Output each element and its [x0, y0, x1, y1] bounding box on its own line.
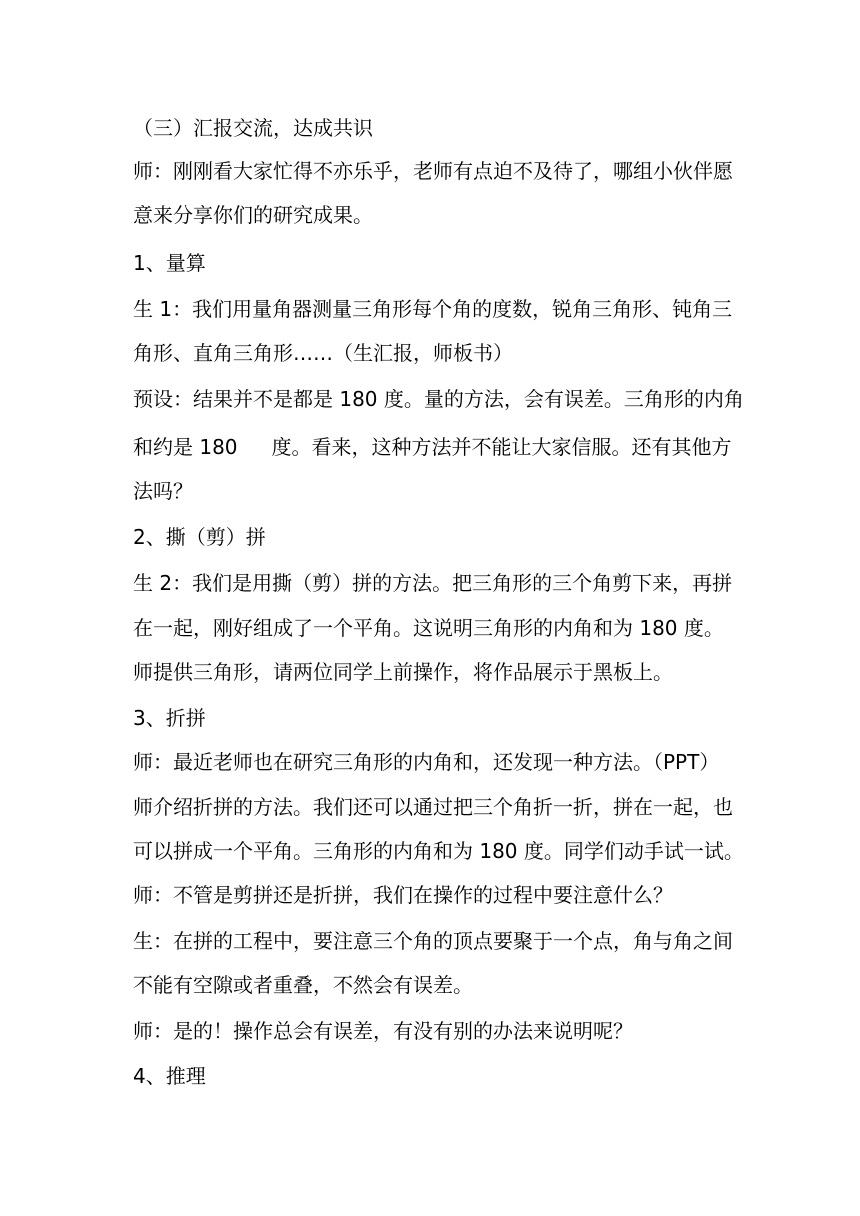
paragraph-line: 师提供三角形，请两位同学上前操作，将作品展示于黑板上。 [133, 660, 673, 684]
paragraph-line: 生：在拼的工程中，要注意三个角的顶点要聚于一个点，角与角之间 [133, 929, 733, 953]
paragraph-line: 可以拼成一个平角。三角形的内角和为 180 度。同学们动手试一试。 [133, 839, 744, 863]
paragraph-line: 不能有空隙或者重叠，不然会有误差。 [133, 973, 473, 997]
paragraph-line: 法吗？ [133, 479, 193, 503]
paragraph-line: 师：是的！操作总会有误差，有没有别的办法来说明呢？ [133, 1019, 633, 1043]
line-segment: 度。看来，这种方法并不能让大家信服。还有其他方 [271, 435, 732, 459]
paragraph-line: 师介绍折拼的方法。我们还可以通过把三个角折一折，拼在一起，也 [133, 795, 733, 819]
paragraph-line: 生 1：我们用量角器测量三角形每个角的度数，锐角三角形、钝角三 [133, 297, 733, 321]
paragraph-line: 在一起，刚好组成了一个平角。这说明三角形的内角和为 180 度。 [133, 616, 724, 640]
paragraph-line: 预设：结果并不是都是 180 度。量的方法，会有误差。三角形的内角 [133, 387, 744, 411]
subsection-heading: 1、量算 [133, 251, 206, 275]
subsection-heading: 3、折拼 [133, 706, 206, 730]
paragraph-line: 师：刚刚看大家忙得不亦乐乎，老师有点迫不及待了，哪组小伙伴愿 [133, 159, 733, 183]
paragraph-line: 师：最近老师也在研究三角形的内角和，还发现一种方法。（PPT） [133, 750, 720, 774]
paragraph-line: 师：不管是剪拼还是折拼，我们在操作的过程中要注意什么？ [133, 883, 673, 907]
line-segment: 和约是 180 [133, 435, 238, 459]
paragraph-line: 意来分享你们的研究成果。 [133, 203, 373, 227]
section-heading: （三）汇报交流，达成共识 [133, 116, 373, 140]
paragraph-line: 生 2：我们是用撕（剪）拼的方法。把三角形的三个角剪下来，再拼 [133, 571, 733, 595]
paragraph-line: 角形、直角三角形……（生汇报，师板书） [133, 341, 513, 365]
subsection-heading: 2、撕（剪）拼 [133, 525, 266, 549]
subsection-heading: 4、推理 [133, 1064, 206, 1088]
paragraph-line [133, 433, 733, 461]
